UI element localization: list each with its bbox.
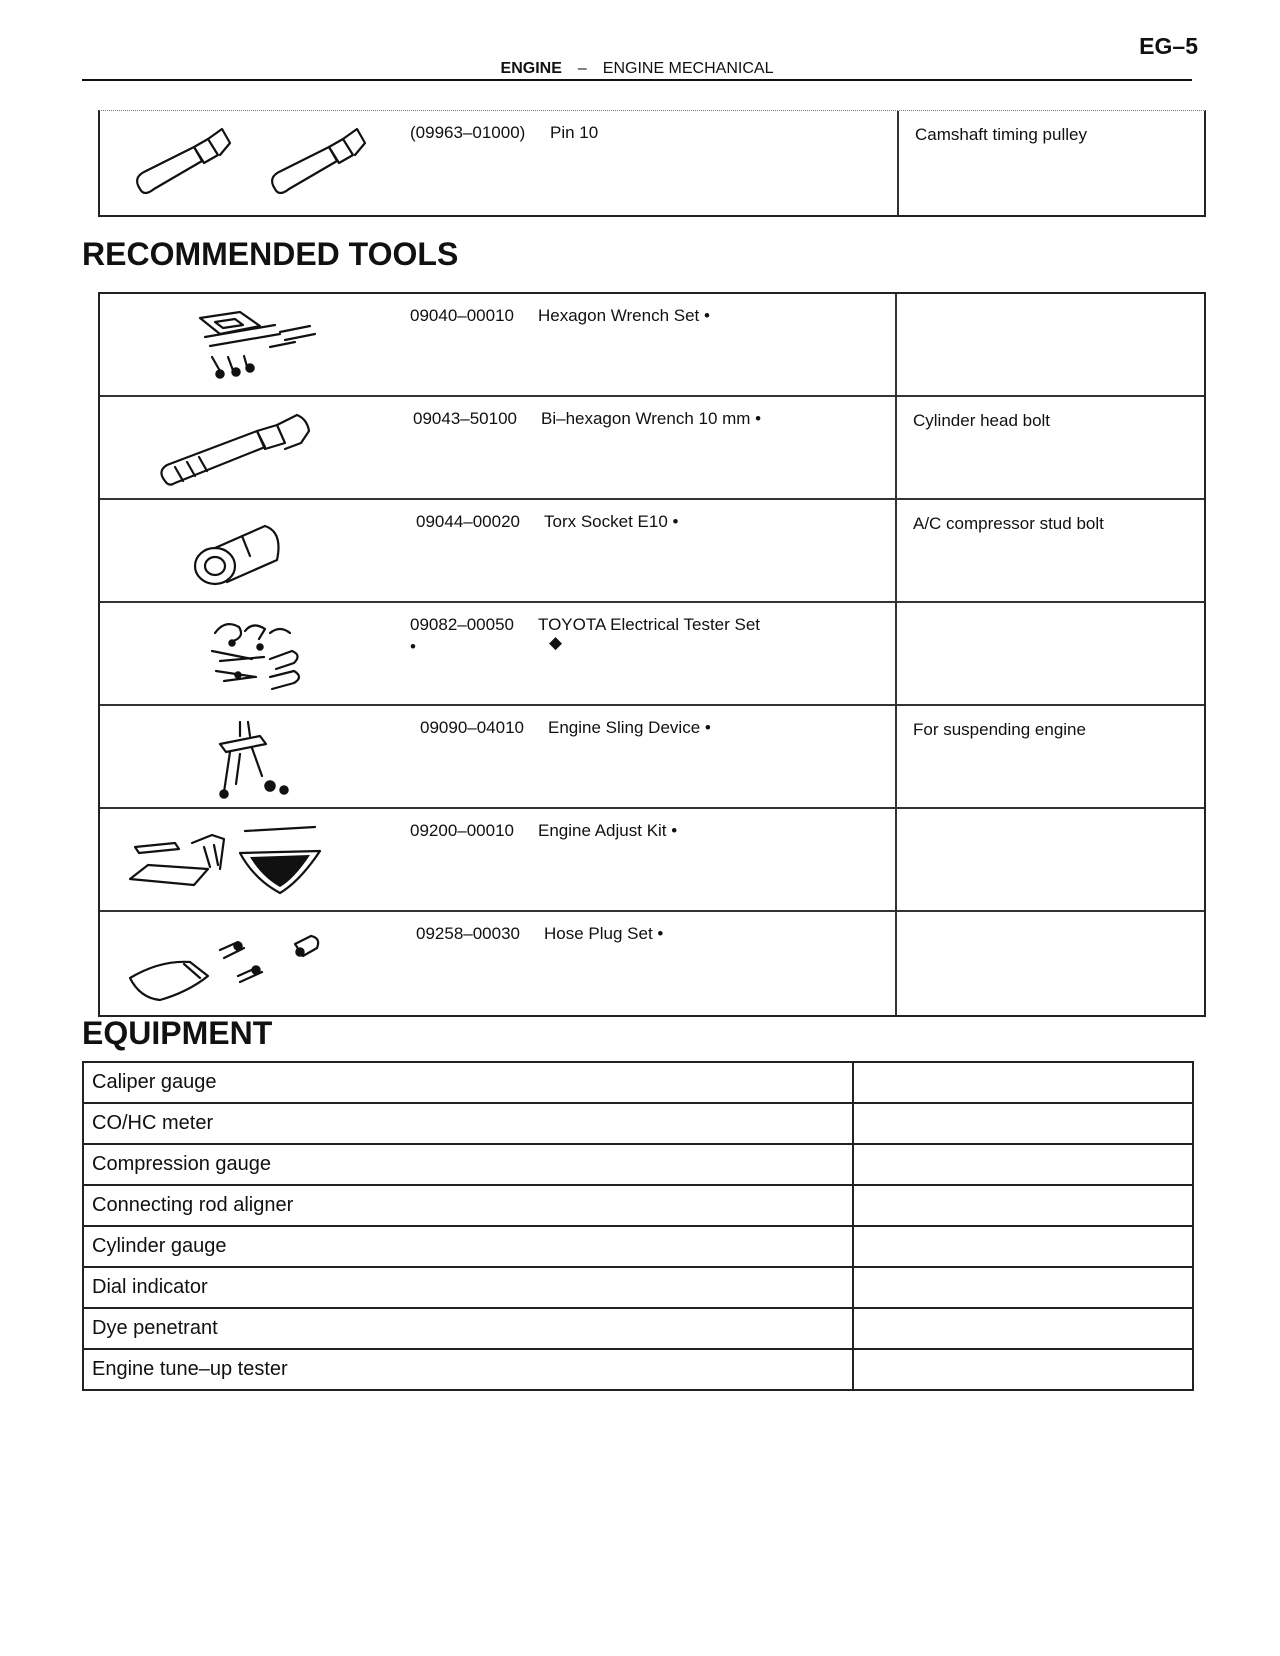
equipment-title: EQUIPMENT bbox=[82, 1015, 273, 1051]
tool-code: 09044–00020 bbox=[416, 512, 521, 531]
electrical-tester-set-icon bbox=[100, 603, 400, 704]
table-row bbox=[83, 1226, 1193, 1267]
equipment-item: Dial indicator bbox=[83, 1267, 853, 1308]
tool-usage: Camshaft timing pulley bbox=[897, 111, 1206, 215]
running-header bbox=[82, 60, 1192, 78]
tool-name: Bi–hexagon Wrench 10 mm • bbox=[541, 409, 762, 428]
page-number: EG–5 bbox=[1139, 33, 1198, 59]
pin-icon bbox=[100, 111, 400, 215]
hose-plug-set-icon bbox=[100, 912, 400, 1015]
torx-socket-icon bbox=[100, 500, 400, 601]
tool-code: 09090–04010 bbox=[420, 718, 525, 737]
tool-name: TOYOTA Electrical Tester Set bbox=[538, 615, 761, 634]
tool-name: Engine Sling Device • bbox=[548, 718, 711, 737]
engine-sling-device-icon bbox=[100, 706, 400, 807]
tool-row bbox=[100, 294, 1204, 397]
tool-name: Hexagon Wrench Set • bbox=[538, 306, 710, 325]
equipment-item: Compression gauge bbox=[83, 1144, 853, 1185]
tool-code: 09200–00010 bbox=[410, 821, 515, 840]
tool-row bbox=[100, 111, 1204, 215]
tool-bullet: • bbox=[410, 637, 416, 656]
recommended-tools-table bbox=[98, 292, 1206, 1017]
equipment-item: Dye penetrant bbox=[83, 1308, 853, 1349]
equipment-item: Cylinder gauge bbox=[83, 1226, 853, 1267]
equipment-note bbox=[853, 1062, 1193, 1103]
header-subsection: ENGINE MECHANICAL bbox=[602, 60, 774, 77]
equipment-note bbox=[853, 1308, 1193, 1349]
tool-name: Pin 10 bbox=[550, 123, 599, 142]
table-row bbox=[83, 1185, 1193, 1226]
hexagon-wrench-set-icon bbox=[100, 294, 400, 395]
tool-code: 09043–50100 bbox=[413, 409, 518, 428]
table-row bbox=[83, 1144, 1193, 1185]
tool-row bbox=[100, 397, 1204, 500]
equipment-item: Connecting rod aligner bbox=[83, 1185, 853, 1226]
tool-usage bbox=[895, 603, 1204, 704]
equipment-item: Engine tune–up tester bbox=[83, 1349, 853, 1390]
header-separator: – bbox=[577, 60, 587, 77]
tool-usage: A/C compressor stud bolt bbox=[895, 500, 1204, 601]
tool-name: Torx Socket E10 • bbox=[544, 512, 679, 531]
tool-name: Hose Plug Set • bbox=[544, 924, 664, 943]
tool-code: (09963–01000) bbox=[410, 123, 526, 142]
recommended-tools-title: RECOMMENDED TOOLS bbox=[82, 236, 459, 272]
equipment-note bbox=[853, 1267, 1193, 1308]
header-rule bbox=[82, 79, 1192, 81]
tool-usage: For suspending engine bbox=[895, 706, 1204, 807]
tool-row bbox=[100, 706, 1204, 809]
equipment-note bbox=[853, 1103, 1193, 1144]
table-row bbox=[83, 1062, 1193, 1103]
table-row bbox=[83, 1267, 1193, 1308]
tool-usage bbox=[895, 809, 1204, 910]
tool-code: 09258–00030 bbox=[416, 924, 521, 943]
sst-continued-table bbox=[98, 110, 1206, 217]
tool-row bbox=[100, 603, 1204, 706]
tool-row bbox=[100, 809, 1204, 912]
tool-diamond-mark: ◆ bbox=[549, 633, 563, 652]
header-section: ENGINE bbox=[500, 60, 562, 77]
tool-row bbox=[100, 912, 1204, 1015]
equipment-item: Caliper gauge bbox=[83, 1062, 853, 1103]
equipment-note bbox=[853, 1185, 1193, 1226]
equipment-item: CO/HC meter bbox=[83, 1103, 853, 1144]
equipment-note bbox=[853, 1144, 1193, 1185]
tool-name: Engine Adjust Kit • bbox=[538, 821, 678, 840]
bi-hexagon-wrench-icon bbox=[100, 397, 400, 498]
equipment-note bbox=[853, 1226, 1193, 1267]
equipment-note bbox=[853, 1349, 1193, 1390]
tool-code: 09082–00050 bbox=[410, 615, 515, 634]
tool-usage: Cylinder head bolt bbox=[895, 397, 1204, 498]
table-row bbox=[83, 1103, 1193, 1144]
table-row bbox=[83, 1308, 1193, 1349]
tool-code: 09040–00010 bbox=[410, 306, 515, 325]
engine-adjust-kit-icon bbox=[100, 809, 400, 910]
table-row bbox=[83, 1349, 1193, 1390]
tool-usage bbox=[895, 912, 1204, 1015]
tool-usage bbox=[895, 294, 1204, 395]
equipment-table bbox=[82, 1061, 1194, 1391]
tool-row bbox=[100, 500, 1204, 603]
